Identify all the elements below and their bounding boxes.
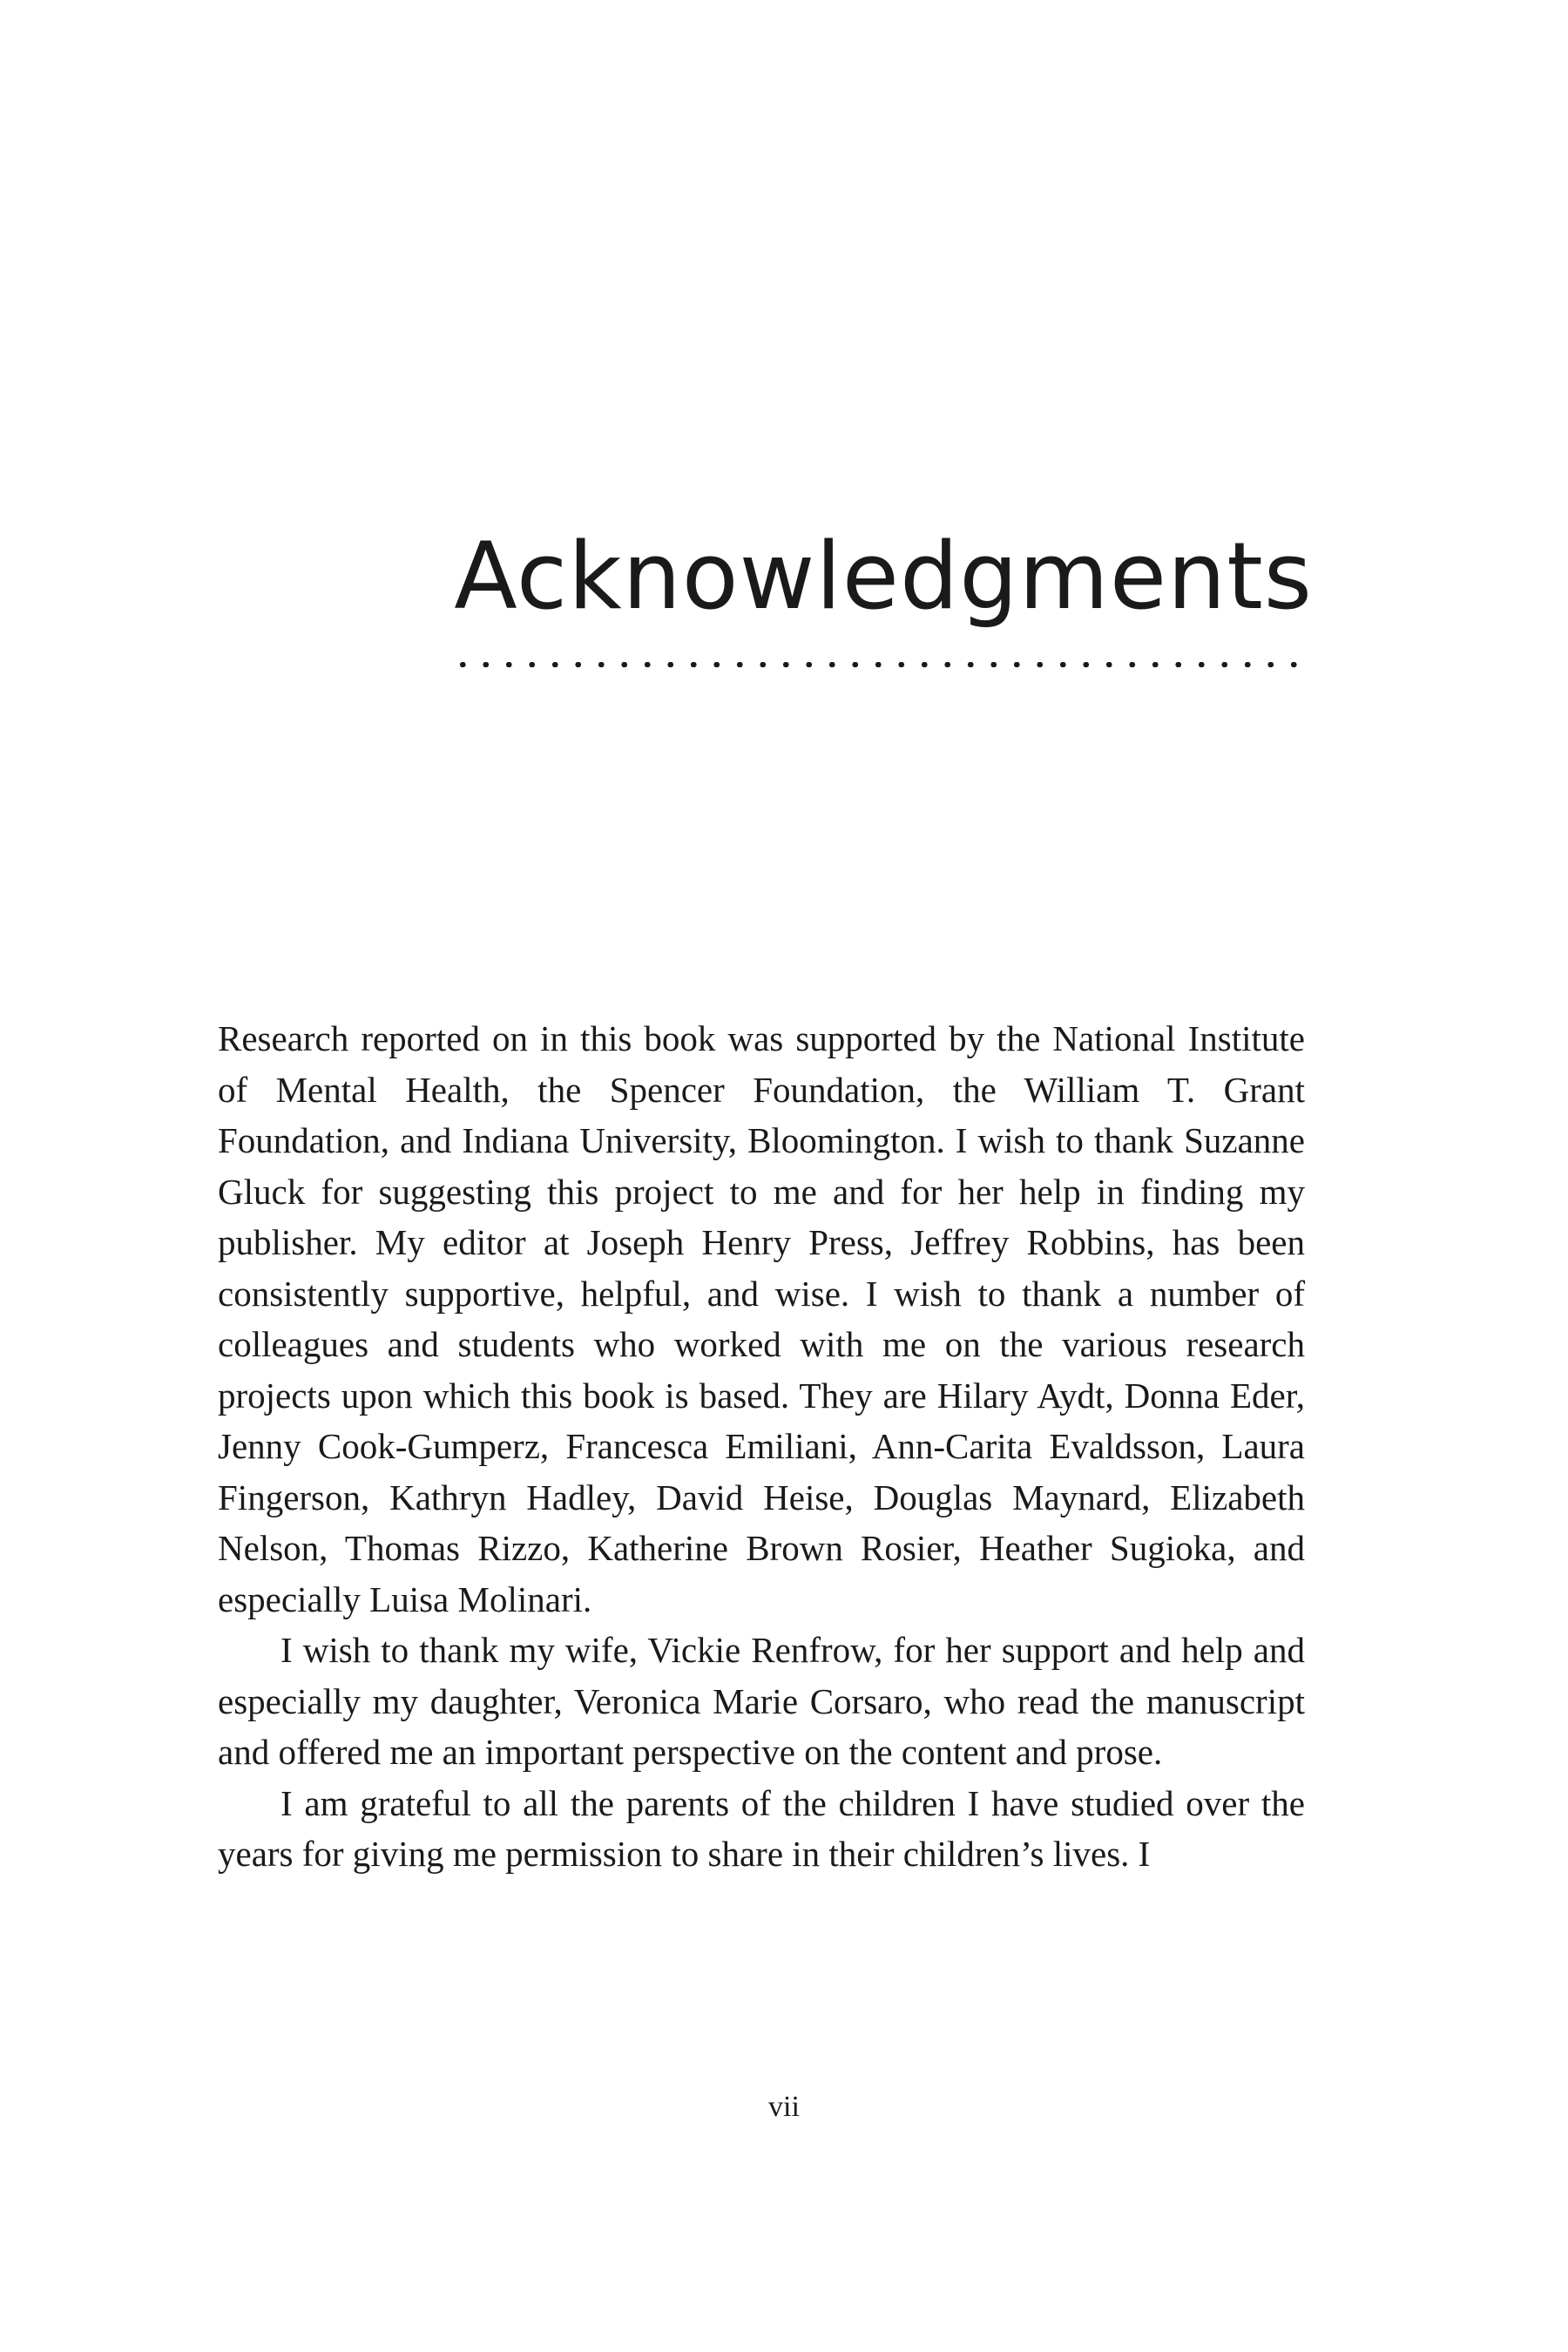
acknowledgments-body	[218, 1013, 1305, 1880]
page-number: vii	[768, 2091, 800, 2123]
paragraph-family: I wish to thank my wife, Vickie Renfrow, for her support and help and especially my daughter, Veronica Marie Corsaro, who read the manuscript and offered me an important perspective on the content and prose.	[218, 1630, 1305, 1772]
paragraph-funding: Research reported on in this book was supported by the National Institute of Mental Health, the Spencer Foundation, the William T. Grant Foundation, and Indiana University, Bloomington. I wish to thank Suzanne Gluck for suggesting this project to me and for her help in finding my publisher. My editor at Joseph Henry Press, Jeffrey Robbins, has been consistently supportive, helpful, and wise. I wish to thank a number of colleagues and students who worked with me on the various research projects upon which this book is based. They are Hilary Aydt, Donna Eder, Jenny Cook-Gumperz, Francesca Emiliani, Ann-Carita Evaldsson, Laura Fingerson, Kathryn Hadley, David Heise, Douglas Maynard, Elizabeth Nelson, Thomas Rizzo, Katherine Brown Rosier, Heather Sugioka, and especially Luisa Molinari.	[218, 1018, 1305, 1619]
chapter-title: Acknowledgments	[454, 523, 1313, 630]
paragraph-parents: I am grateful to all the parents of the children I have studied over the years for giving me permission to share in their children’s lives. I	[218, 1782, 1305, 1874]
dotted-rule-divider	[451, 662, 1305, 667]
